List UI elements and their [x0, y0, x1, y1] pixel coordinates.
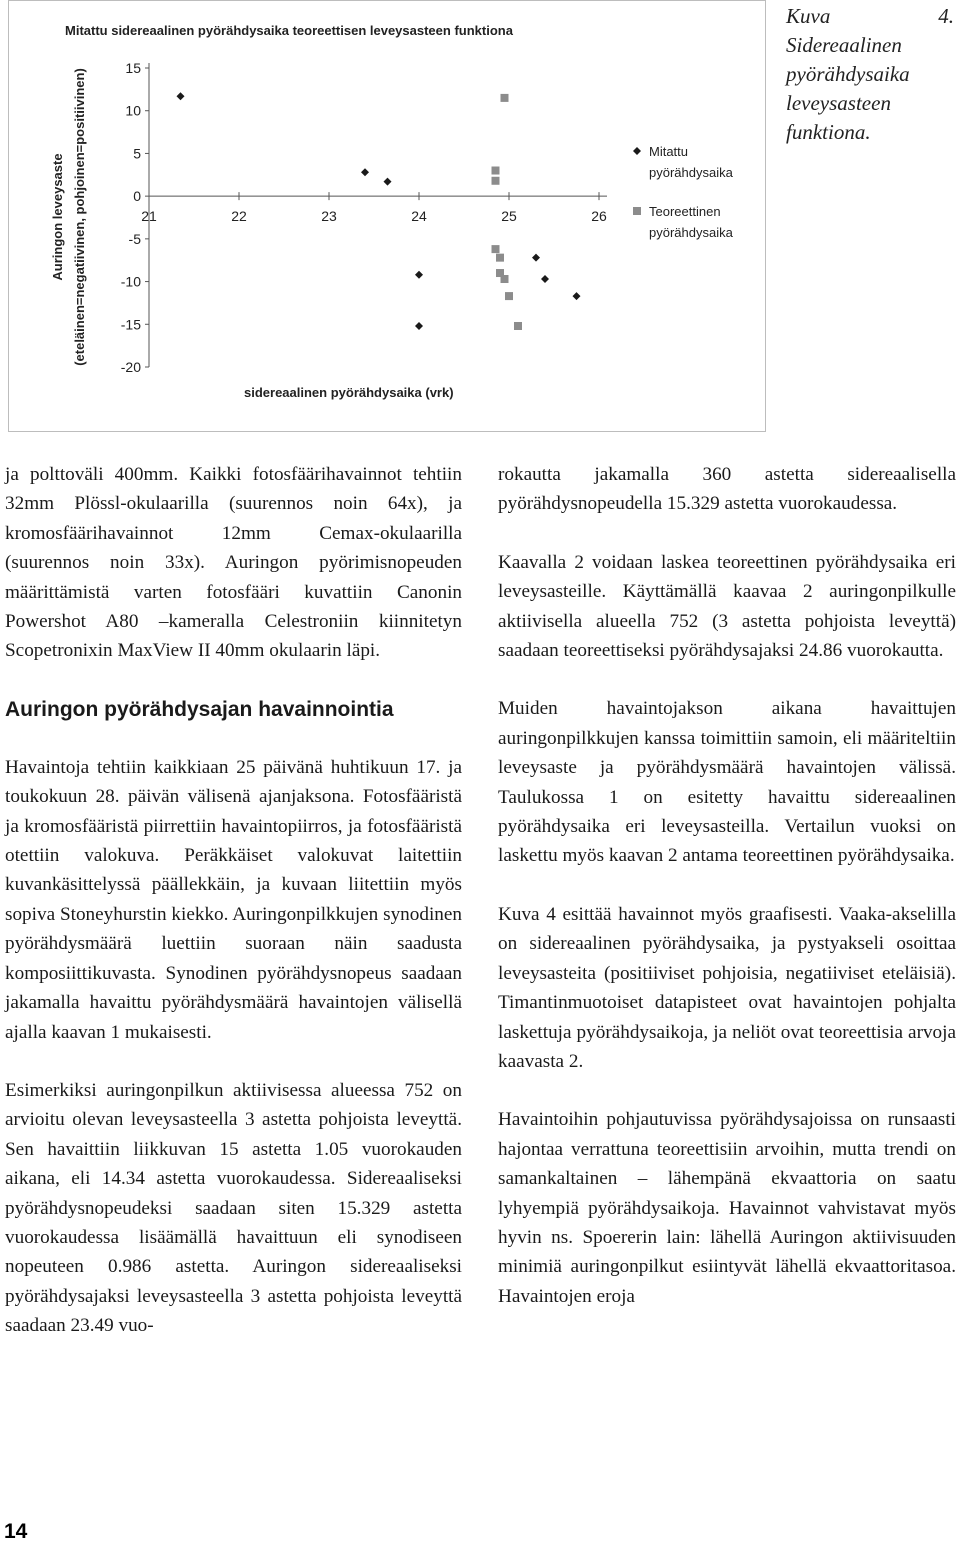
data-point-theoretical [501, 94, 509, 102]
data-point-measured [415, 271, 423, 279]
paragraph: Muiden havaintojakson aikana havaittujen auringonpilkkujen kanssa toimittiin samoin, eli määriteltiin leveysaste ja pyörähdysmäärä havaintojen välissä. Taulukossa 1 on esitetty havaittu sidereaalinen pyörähdysaika eri leveysasteilla. Vertailun vuoksi on laskettu myös kaavan 2 antama teoreettinen pyörähdysaika. [498, 698, 956, 867]
y-axis-label: Auringon leveysaste [50, 153, 65, 281]
data-point-measured [573, 292, 581, 300]
right-column [498, 460, 956, 1311]
x-tick-label: 21 [141, 208, 157, 225]
paragraph: rokautta jakamalla 360 astetta sidereaalisella pyörähdysnopeudella 15.329 astetta vuorokaudessa. [498, 464, 956, 515]
data-point-measured [415, 322, 423, 330]
paragraph: Kuva 4 esittää havainnot myös graafisesti. Vaaka-akselilla on sidereaalinen pyörähdysaika, ja pystyakseli osoittaa leveysasteita (positiiviset pohjoisia, negatiiviset eteläisiä). Timantinmuotoiset datapisteet ovat havaintojen pohjalta laskettuja pyörähdysaikoja, ja neliöt ovat teoreettisia arvoja kaavasta 2. [498, 903, 956, 1072]
data-point-theoretical [505, 292, 513, 300]
x-tick-label: 25 [501, 208, 517, 225]
legend-label: Teoreettinen [649, 204, 721, 219]
y-tick-label: 5 [133, 145, 141, 162]
legend-label: Mitattu [649, 144, 689, 159]
data-point-measured [177, 92, 185, 100]
y-tick-label: -20 [120, 359, 141, 375]
y-tick-label: 10 [125, 102, 141, 119]
figure [8, 0, 766, 432]
paragraph: Kaavalla 2 voidaan laskea teoreettinen pyörähdysaika eri leveysasteille. Käyttämällä kaavaa 2 auringonpilkulle aktiivisella alueella 752 (3 astetta pohjoista leveyttä) saadaan teoreettiseksi pyörähdysajaksi 24.86 vuorokautta. [498, 551, 956, 662]
data-point-theoretical [496, 254, 504, 262]
y-tick-label: -15 [120, 316, 141, 333]
y-tick-label: -10 [120, 273, 141, 290]
data-point-measured [361, 168, 369, 176]
x-tick-label: 24 [411, 208, 427, 225]
y-tick-label: 15 [125, 60, 141, 76]
page-number: 14 [4, 1520, 28, 1543]
legend-label: pyörähdysaika [649, 165, 733, 180]
legend-label: pyörähdysaika [649, 225, 733, 240]
data-point-theoretical [492, 245, 500, 253]
y-tick-label: -5 [128, 230, 141, 247]
left-column [5, 460, 462, 1341]
section-heading: Auringon pyörähdysajan havainnointia [5, 697, 394, 721]
data-point-measured [532, 254, 540, 262]
x-tick-label: 22 [231, 208, 247, 225]
data-point-theoretical [514, 322, 522, 330]
x-tick-label: 26 [591, 208, 607, 225]
data-point-theoretical [501, 275, 509, 283]
x-axis-label: sidereaalinen pyörähdysaika (vrk) [244, 385, 454, 400]
data-point-measured [541, 275, 549, 283]
legend-marker [633, 147, 641, 155]
data-point-theoretical [492, 167, 500, 175]
data-point-measured [384, 178, 392, 186]
paragraph: Havaintoja tehtiin kaikkiaan 25 päivänä huhtikuun 17. ja toukokuun 28. päivän välisenä ajanjaksona. Fotosfääristä ja kromosfääristä piirrettiin havaintopiirros, ja fotosfääristä otettiin valokuva. Peräkkäiset valokuvat laitettiin kuvankäsittelyssä päällekkäin, ja kuvaan liitettiin myös sopiva Stoneyhurstin kiekko. Auringonpilkkujen synodinen pyörähdysmäärä luettiin suoraan näin saadusta komposiittikuvasta. Synodinen pyörähdysnopeus saadaan jakamalla havaittu pyörähdysmäärä havaintojen välisellä ajalla kaavan 1 mukaisesti. [5, 756, 462, 1043]
legend-marker [633, 207, 641, 215]
paragraph: Esimerkiksi auringonpilkun aktiivisessa alueessa 752 on arvioitu olevan leveysasteella 3 astetta pohjoista leveyttä. Sen havaittiin liikkuvan 15 astetta 1.05 vuorokauden aikana, eli 14.34 astetta vuorokaudessa. Sidereaaliseksi pyörähdysnopeudeksi saadaan siten 15.329 astetta vuorokaudessa lisäämällä havaittuun eli synodiseen nopeuteen 0.986 astetta. Auringon sidereaaliseksi pyörähdysajaksi leveysasteella 3 astetta pohjoista leveyttä saadaan 23.49 vuo- [5, 1079, 462, 1337]
figure-caption: Kuva 4. Sidereaalinen pyörähdysaika leveysasteen funktiona. [786, 4, 954, 144]
paragraph: ja polttoväli 400mm. Kaikki fotosfäärihavainnot tehtiin 32mm Plössl-okulaarilla (suurennos noin 64x), ja kromosfäärihavainnot 12mm Cemax-okulaarilla (suurennos noin 33x). Auringon pyörimisnopeuden määrittämistä varten fotosfääri kuvattiin Canonin Powershot A80 –kameralla Celestroniin kiinnitetyn Scopetronixin MaxView II 40mm okulaarin läpi. [5, 464, 462, 662]
y-axis-label-note: (eteläinen=negatiivinen, pohjoinen=positiivinen) [72, 68, 87, 366]
paragraph: Havaintoihin pohjautuvissa pyörähdysajoissa on runsaasti hajontaa verrattuna teoreettisiin arvoihin, mutta trendi on samankaltainen – lähempänä ekvaattoria on saatu lyhyempiä pyörähdysaikoja. Havainnot vahvistavat myös hyvin ns. Spoererin lain: lähellä Auringon aktiivisuuden minimiä auringonpilkut esiintyvät lähellä ekvaattoritasoa. Havaintojen eroja [498, 1109, 956, 1307]
y-tick-label: 0 [133, 188, 141, 205]
data-point-theoretical [492, 177, 500, 185]
x-tick-label: 23 [321, 208, 337, 225]
chart-title: Mitattu sidereaalinen pyörähdysaika teoreettisen leveysasteen funktiona [65, 23, 513, 38]
chart [9, 1, 765, 431]
